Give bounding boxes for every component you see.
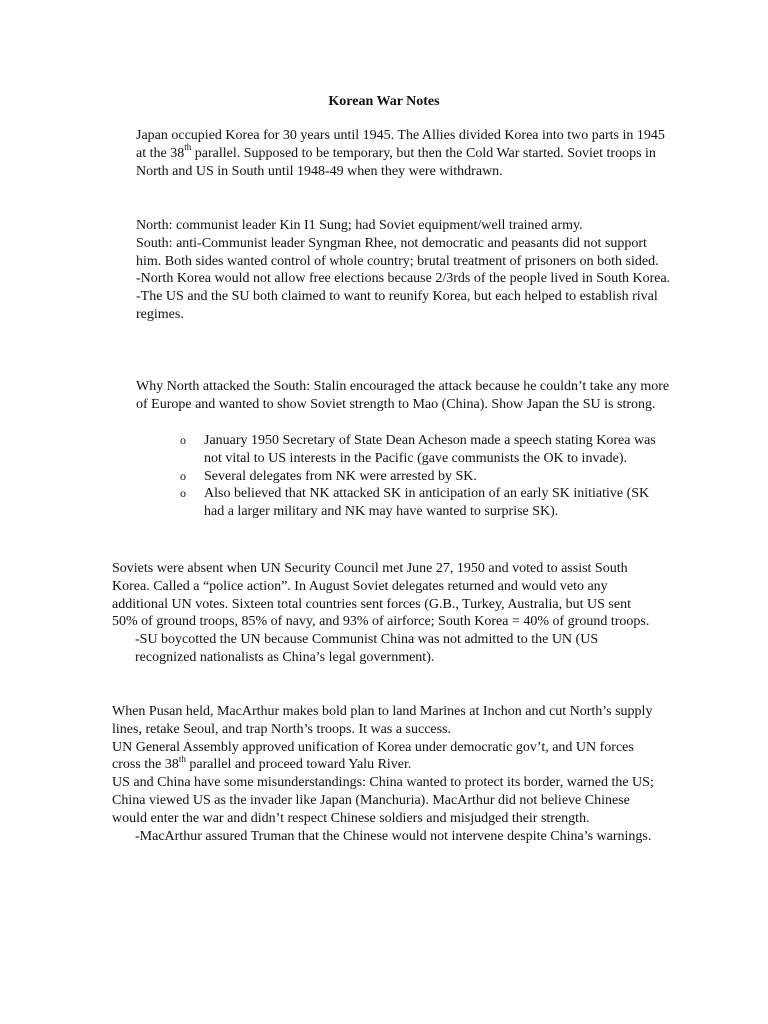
bullet-text: January 1950 Secretary of State Dean Acheson made a speech stating Korea was not vital to US interests in the Pacific (gave communists the OK to invade). <box>204 433 656 466</box>
why-text: Why North attacked the South: Stalin encouraged the attack because he couldn’t take any more of Europe and wanted to show Soviet strength to Mao (China). Show Japan the SU is strong. <box>136 379 670 412</box>
ga-text-end: parallel and proceed toward Yalu River. <box>185 757 412 773</box>
un-text: Soviets were absent when UN Security Council met June 27, 1950 and voted to assist South Korea. Called a “police action”. In August Soviet delegates returned and would veto any additional UN votes. Sixteen total countries sent forces (G.B., Turkey, Australia, but US sent 50% of ground troops, 85% of navy, and 93% of airforce; South Korea = 40% of ground troops. <box>112 561 650 630</box>
un-boycott-line: -SU boycotted the UN because Communist China was not admitted to the UN (US recognized nationalists as China’s legal government). <box>135 632 599 665</box>
north-line: North: communist leader Kin I1 Sung; had Soviet equipment/well trained army. <box>136 218 583 233</box>
bullet-text: Also believed that NK attacked SK in anticipation of an early SK initiative (SK had a larger military and NK may have wanted to surprise SK). <box>204 486 650 520</box>
circle-bullet-icon: o <box>180 433 186 447</box>
page-title: Korean War Notes <box>328 94 440 109</box>
intro-text <box>136 127 671 180</box>
list-item <box>180 432 660 468</box>
circle-bullet-icon: o <box>180 468 186 483</box>
elections-line: -North Korea would not allow free elections because 2/3rds of the people lived in South Korea. <box>136 271 671 287</box>
truman-line: -MacArthur assured Truman that the Chinese would not intervene despite China’s warnings. <box>135 828 652 844</box>
ga-superscript: th <box>178 753 186 764</box>
list-item <box>180 468 660 486</box>
inchon-paragraph <box>112 703 657 845</box>
intro-superscript: th <box>184 142 192 153</box>
intro-paragraph <box>136 127 671 180</box>
ga-text-start: UN General Assembly approved unification of Korea under democratic gov’t, and UN forces cross the 38 <box>112 739 634 773</box>
inchon-text: When Pusan held, MacArthur makes bold plan to land Marines at Inchon and cut North’s supply lines, retake Seoul, and trap North’s troops. It was a success. <box>112 704 653 737</box>
circle-bullet-icon: o <box>180 486 186 501</box>
why-paragraph <box>136 378 671 414</box>
intro-text-end: parallel. Supposed to be temporary, but then the Cold War started. Soviet troops in North and US in South until 1948-49 when they were withdrawn. <box>136 145 656 179</box>
sides-paragraph <box>136 217 671 324</box>
reunify-line: -The US and the SU both claimed to want to reunify Korea, but each helped to establish rival regimes. <box>136 289 658 322</box>
why-bullet-list <box>180 432 660 521</box>
general-assembly-line <box>112 739 657 775</box>
china-line: US and China have some misunderstandings: China wanted to protect its border, warned the US; China viewed US as the invader like Japan (Manchuria). MacArthur did not believe Chinese would enter the war and didn’t respect Chinese soldiers and misjudged their strength. <box>112 775 654 826</box>
list-item <box>180 485 660 521</box>
bullet-text: Several delegates from NK were arrested by SK. <box>204 468 477 484</box>
south-line: South: anti-Communist leader Syngman Rhee, not democratic and peasants did not support him. Both sides wanted control of whole country; brutal treatment of prisoners on both sided. <box>136 235 659 269</box>
intro-text-start: Japan occupied Korea for 30 years until 1945. The Allies divided Korea into two parts in 1945 at the 38 <box>136 128 665 161</box>
un-paragraph <box>112 560 657 667</box>
